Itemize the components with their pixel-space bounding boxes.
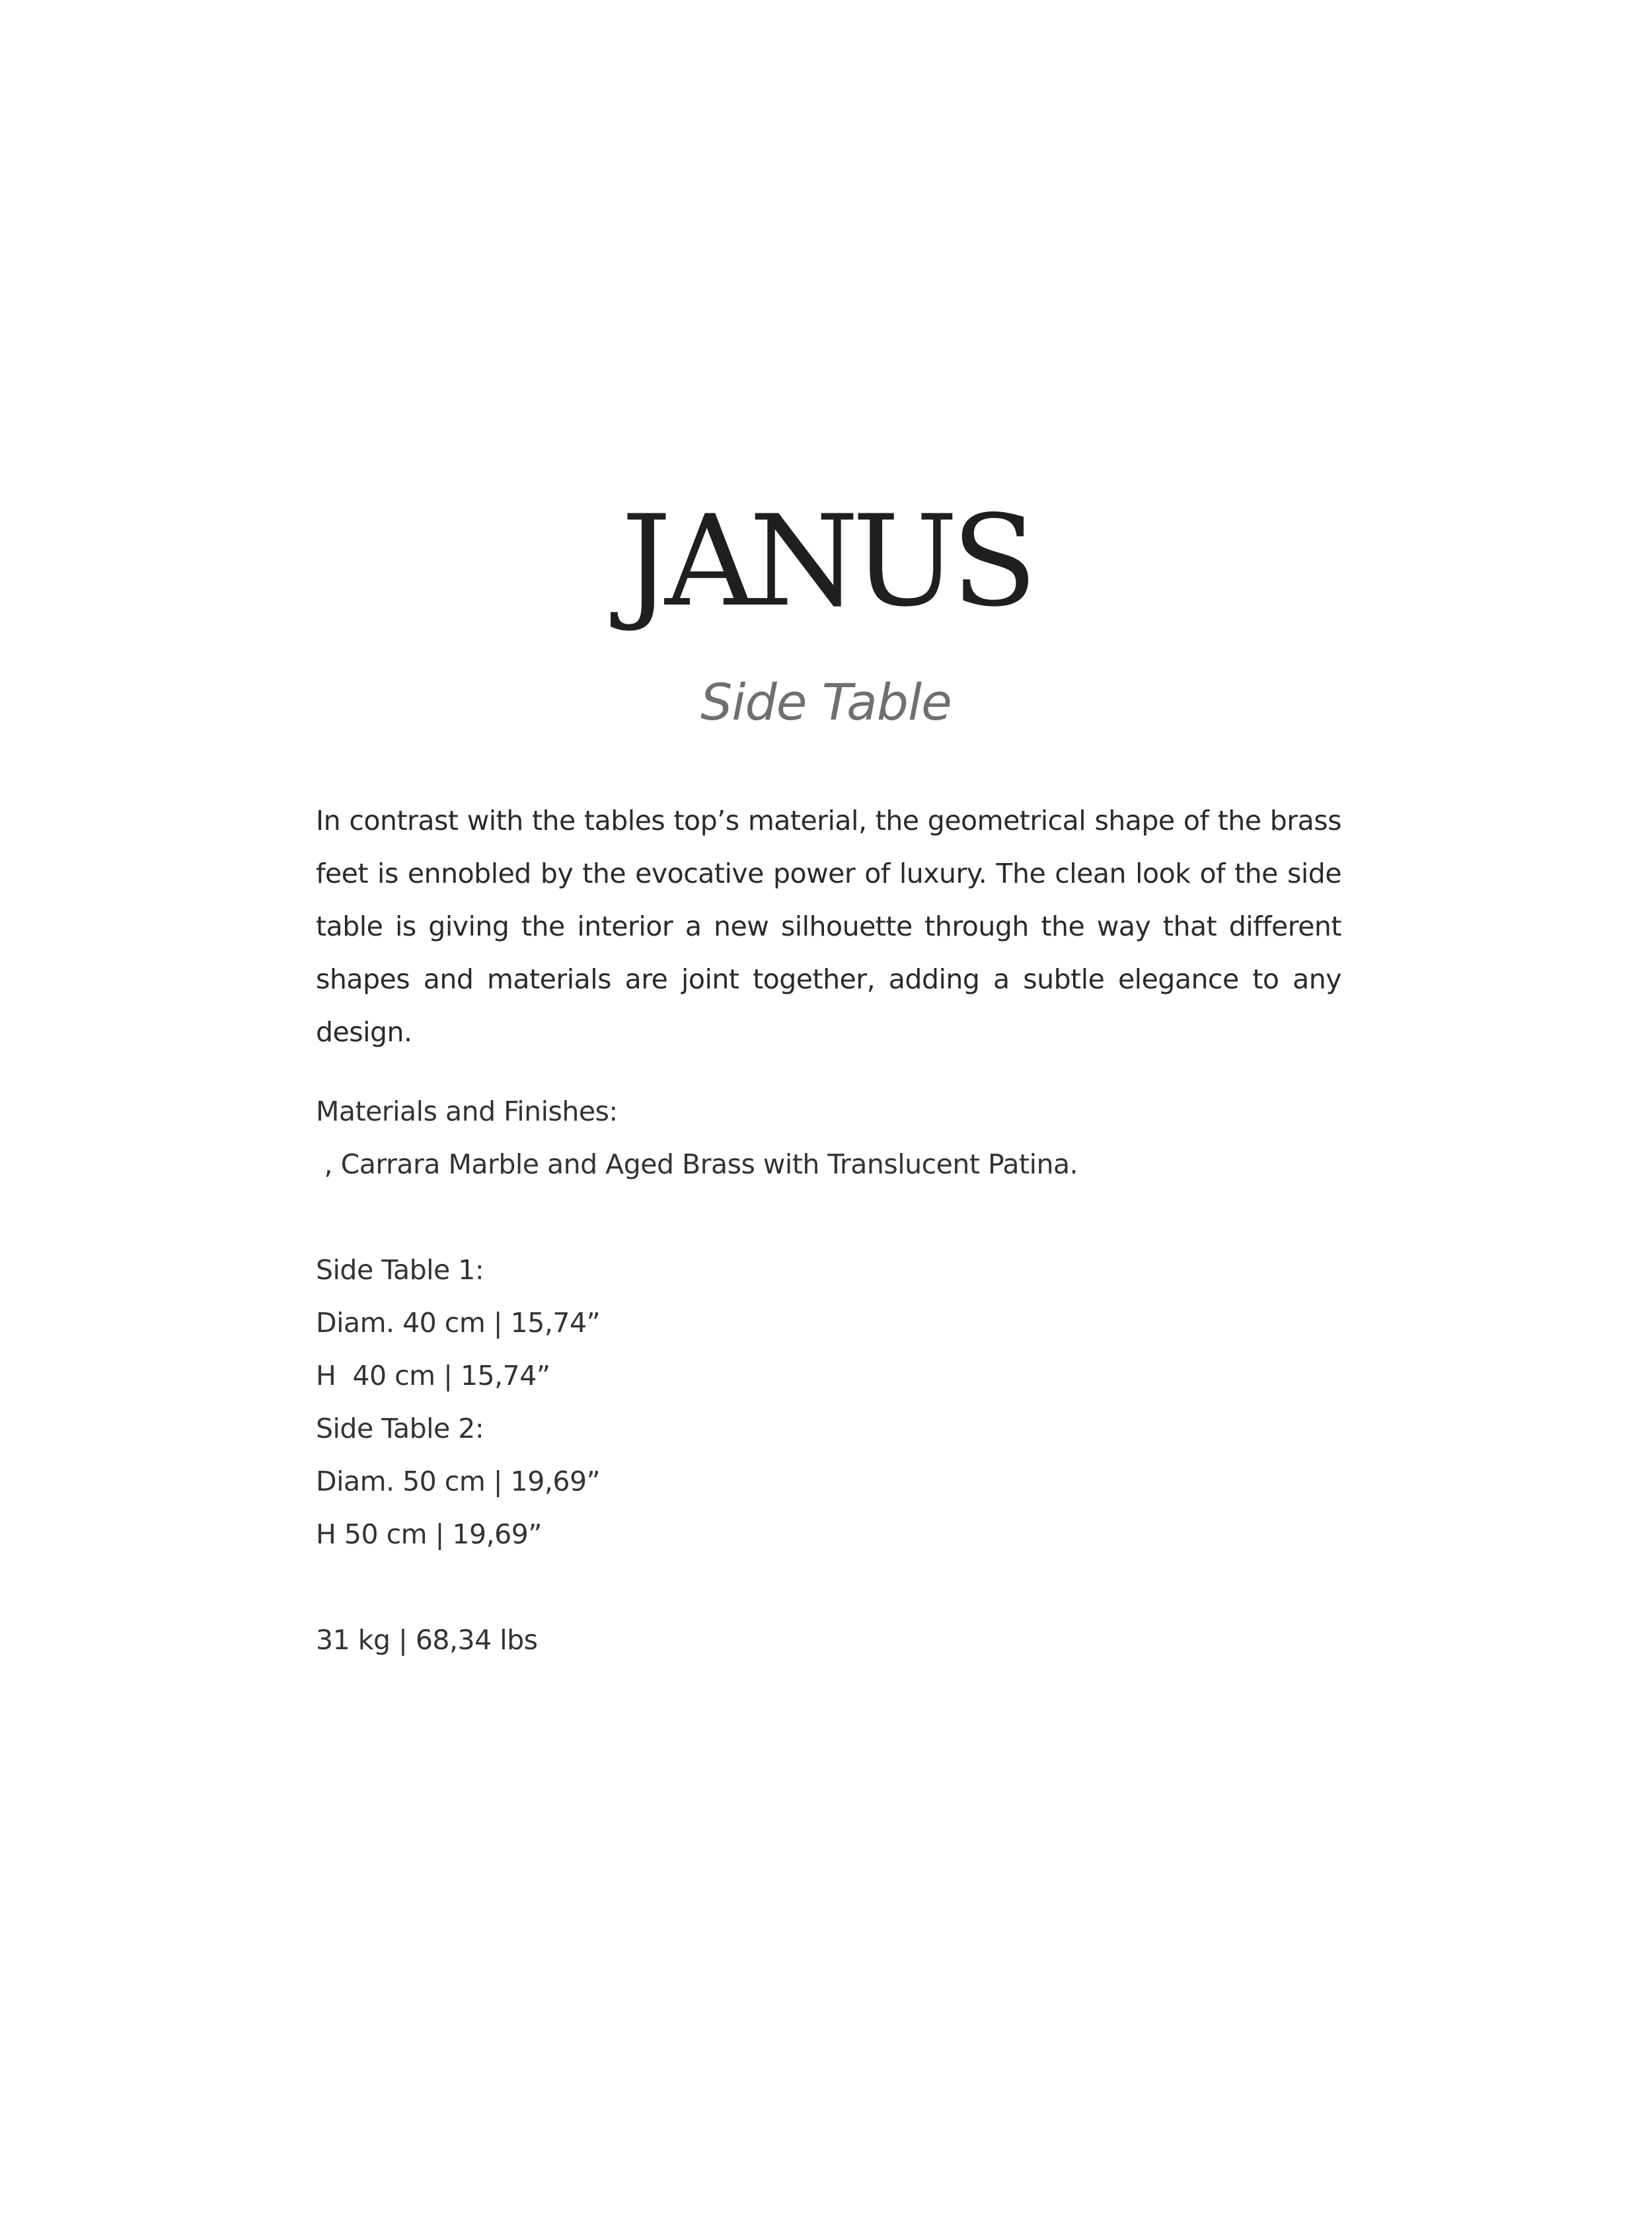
spacer [316,1561,1341,1614]
table2-heading: Side Table 2: [316,1413,484,1444]
materials-value: , Carrara Marble and Aged Brass with Translucent Patina. [316,1148,1078,1180]
table1-diameter: Diam. 40 cm | 15,74” [316,1307,601,1339]
product-subtitle: Side Table [700,673,952,731]
specifications [316,1085,1341,1666]
table2-height: H 50 cm | 19,69” [316,1518,543,1550]
materials-heading: Materials and Finishes: [316,1096,618,1127]
table2-diameter: Diam. 50 cm | 19,69” [316,1466,601,1497]
spacer [316,1191,1341,1244]
weight: 31 kg | 68,34 lbs [316,1624,538,1656]
table1-height: H 40 cm | 15,74” [316,1360,550,1392]
table1-heading: Side Table 1: [316,1254,484,1286]
product-description: In contrast with the tables top’s material, the geometrical shape of the brass feet is ennobled by the evocative power of luxury. The clean look of the side table is giving the interior a new silhouette through the way that different shapes and materials are joint together, adding a subtle elegance to any design. [316,805,1341,1048]
product-title: JANUS [621,488,1031,634]
